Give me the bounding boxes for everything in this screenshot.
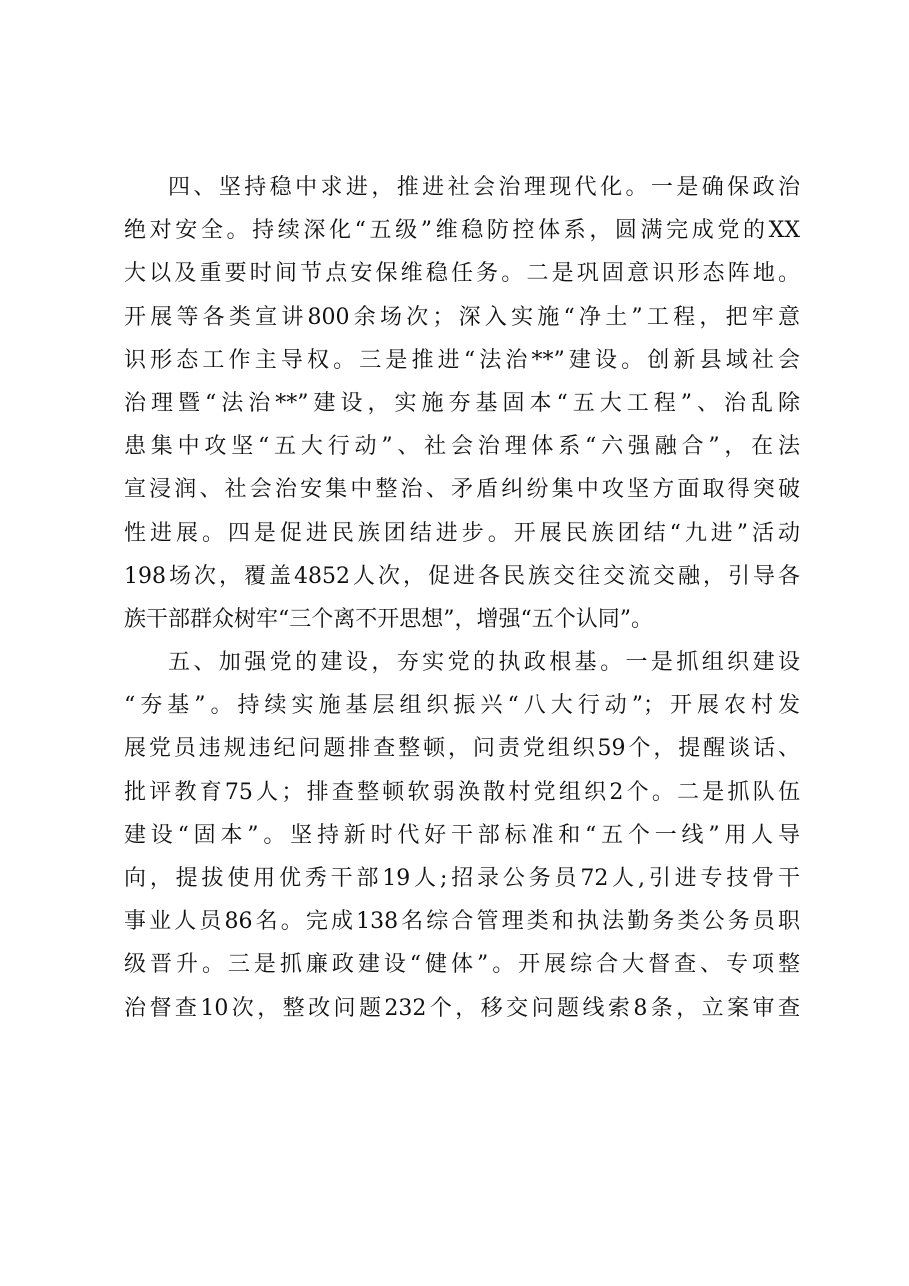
paragraph-line: 建设“固本”。坚持新时代好干部标准和“五个一线”用人导 bbox=[124, 822, 800, 848]
paragraph-line: 展党员违规违纪问题排查整顿，问责党组织59个，提醒谈话、 bbox=[124, 736, 800, 762]
paragraph-line: 批评教育75人；排查整顿软弱涣散村党组织2个。二是抓队伍 bbox=[124, 779, 800, 805]
paragraph-line: 性进展。四是促进民族团结进步。开展民族团结“九进”活动 bbox=[124, 520, 800, 546]
paragraph-line: 族干部群众树牢“三个离不开思想”，增强“五个认同”。 bbox=[124, 606, 653, 632]
paragraph-line: 宣浸润、社会治安集中整治、矛盾纠纷集中攻坚方面取得突破 bbox=[124, 477, 800, 503]
paragraph-line: 向，提拔使用优秀干部19人;招录公务员72人,引进专技骨干 bbox=[124, 866, 800, 891]
paragraph-line: 绝对安全。持续深化“五级”维稳防控体系，圆满完成党的XX bbox=[124, 218, 800, 244]
paragraph-line: “夯基”。持续实施基层组织振兴“八大行动”；开展农村发 bbox=[124, 693, 800, 719]
paragraph-line: 级晋升。三是抓廉政建设“健体”。开展综合大督查、专项整 bbox=[124, 952, 800, 978]
paragraph-line: 治督查10次，整改问题232个，移交问题线索8条，立案审查 bbox=[124, 995, 800, 1021]
paragraph-line: 患集中攻坚“五大行动”、社会治理体系“六强融合”，在法 bbox=[124, 434, 800, 460]
paragraph-line: 五、加强党的建设，夯实党的执政根基。一是抓组织建设 bbox=[168, 650, 800, 676]
paragraph-line: 198场次，覆盖4852人次，促进各民族交往交流交融，引导各 bbox=[124, 563, 800, 589]
paragraph-line: 识形态工作主导权。三是推进“法治**”建设。创新县域社会 bbox=[124, 347, 800, 373]
paragraph-line: 四、坚持稳中求进，推进社会治理现代化。一是确保政治 bbox=[168, 175, 800, 200]
paragraph-line: 开展等各类宣讲800余场次；深入实施“净土”工程，把牢意 bbox=[124, 304, 800, 330]
paragraph-line: 事业人员86名。完成138名综合管理类和执法勤务类公务员职 bbox=[124, 909, 800, 935]
paragraph-line: 治理暨“法治**”建设，实施夯基固本“五大工程”、治乱除 bbox=[124, 390, 800, 416]
body-text bbox=[124, 166, 800, 1030]
paragraph-line: 大以及重要时间节点安保维稳任务。二是巩固意识形态阵地。 bbox=[124, 261, 800, 287]
